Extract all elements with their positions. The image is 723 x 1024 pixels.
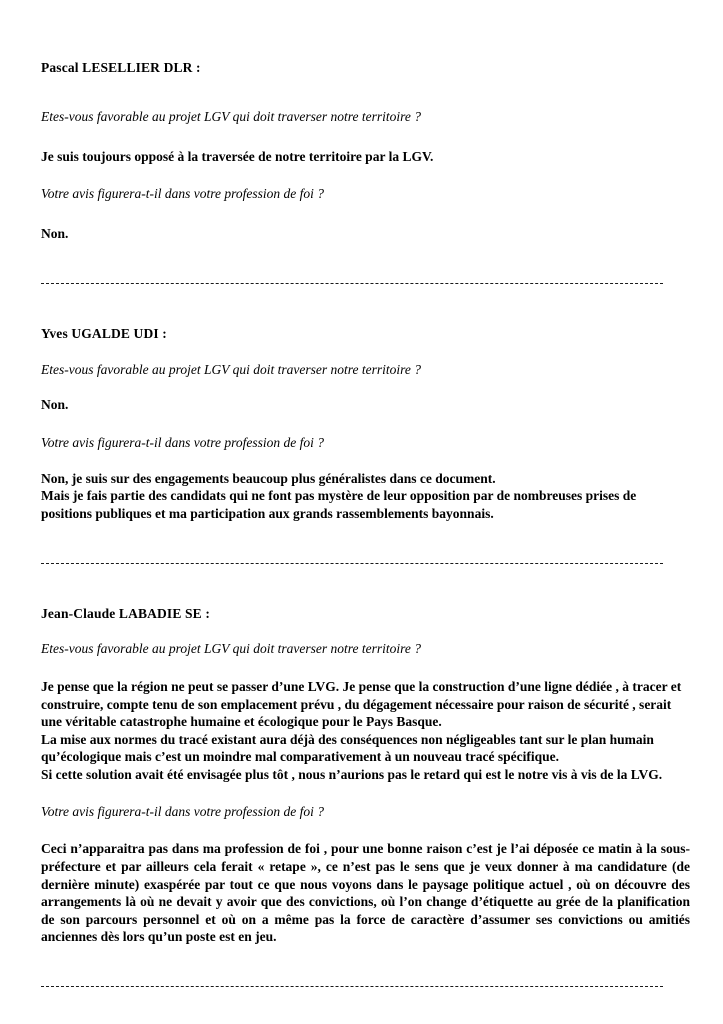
question-profession-de-foi: Votre avis figurera-t-il dans votre profession de foi ? [41,435,324,451]
response-section-labadie [41,606,690,946]
answer-lgv-favorable: Non. [41,397,69,413]
response-section-ugalde [41,326,690,523]
answer-line: Mais je fais partie des candidats qui ne font pas mystère de leur opposition par de nombreuses prises de positions publiques et ma participation aux grands rassemblements bayonnais. [41,488,637,521]
answer-profession-de-foi: Ceci n’apparaitra pas dans ma profession de foi , pour une bonne raison c’est je l’ai déposée ce matin à la sous-préfecture et par ailleurs cela ferait « retape », ce n’est pas le sens que je veux donner à ma candidature (de dernière minute) exaspérée par tout ce que nous voyons dans le paysage politique actuel , où on découvre des arrangements là où ne devait y avoir que des convictions, où l’on change d’étiquette au grée de la planification de son parcours personnel et où on a même pas la force de caractère d’assumer ses convictions ou amitiés anciennes dès lors qu’un poste est en jeu. [41,841,690,945]
answer-profession-de-foi [41,470,690,523]
answer-line: Non, je suis sur des engagements beaucoup plus généralistes dans ce document. [41,470,496,486]
candidate-name: Pascal LESELLIER DLR : [41,60,201,75]
answer-lgv-favorable [41,678,690,783]
response-section-lesellier [41,60,690,243]
question-lgv-favorable: Etes-vous favorable au projet LGV qui doit traverser notre territoire ? [41,641,421,657]
question-profession-de-foi: Votre avis figurera-t-il dans votre profession de foi ? [41,186,324,202]
candidate-name: Jean-Claude LABADIE SE : [41,605,211,621]
question-lgv-favorable: Etes-vous favorable au projet LGV qui doit traverser notre territoire ? [41,361,421,377]
answer-profession-de-foi: Non. [41,226,69,242]
question-lgv-favorable: Etes-vous favorable au projet LGV qui doit traverser notre territoire ? [41,108,421,124]
question-profession-de-foi: Votre avis figurera-t-il dans votre profession de foi ? [41,803,324,819]
section-divider [41,986,663,987]
answer-line: La mise aux normes du tracé existant aura déjà des conséquences non négligeables tant sur le plan humain qu’écologique mais c’est un moindre mal comparativement à un nouveau tracé spécifique. [41,731,654,765]
candidate-name: Yves UGALDE UDI : [41,325,167,341]
answer-line: Je pense que la région ne peut se passer d’une LVG. Je pense que la construction d’une ligne dédiée , à tracer et construire, compte tenu de son emplacement prévu , du dégagement nécessaire pour raison de sécurité , serait une véritable catastrophe humaine et écologique pour le Pays Basque. [41,679,682,730]
answer-line: Si cette solution avait été envisagée plus tôt , nous n’aurions pas le retard qui est le notre vis à vis de la LVG. [41,767,663,783]
answer-lgv-favorable: Je suis toujours opposé à la traversée de notre territoire par la LGV. [41,148,434,164]
